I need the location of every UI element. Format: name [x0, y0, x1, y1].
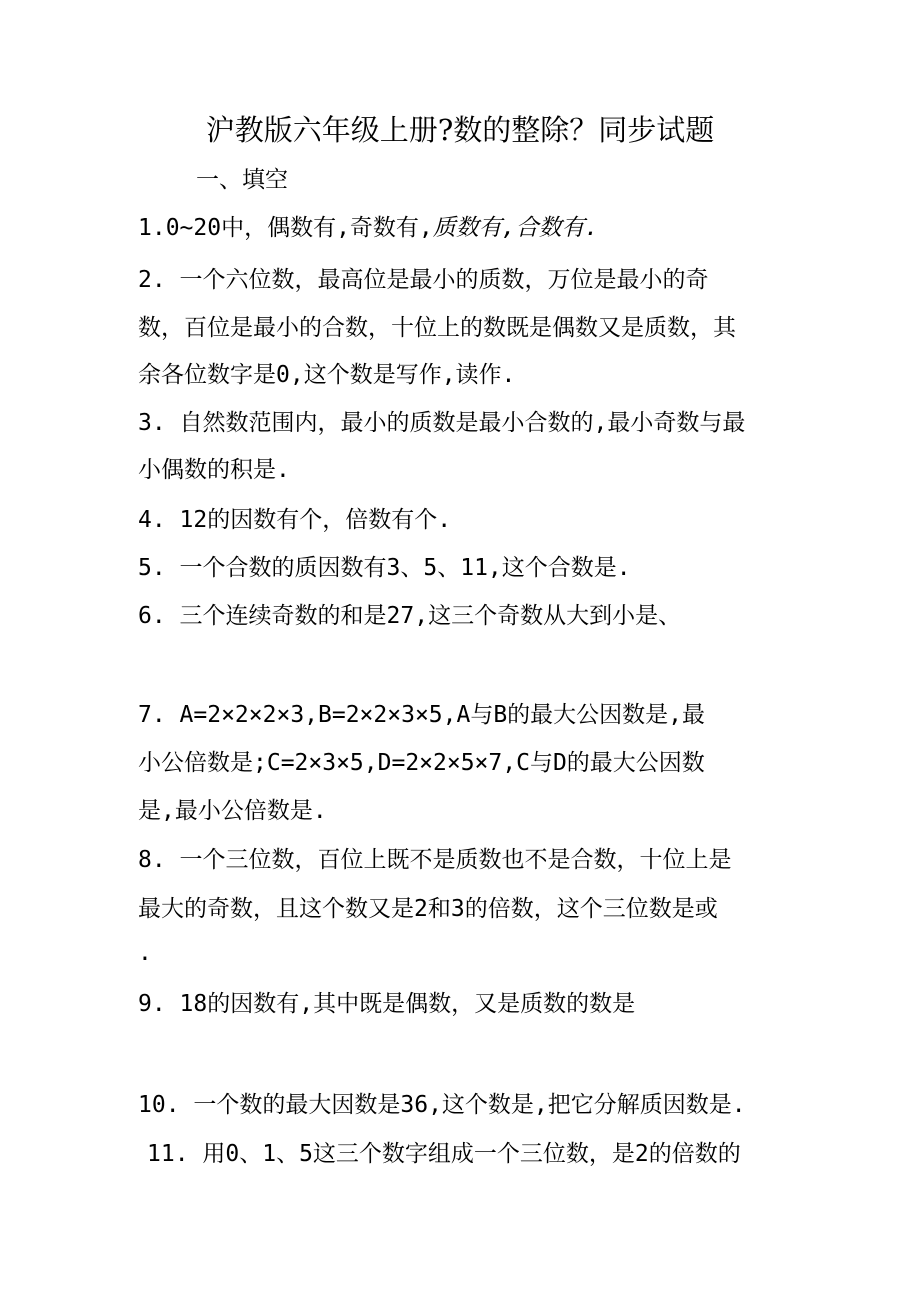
question-2-line-2: 数，百位是最小的合数，十位上的数既是偶数又是质数，其: [138, 315, 736, 341]
question-1-text-italic: 质数有,合数有.: [432, 215, 599, 241]
question-8-line-1: 8. 一个三位数，百位上既不是质数也不是合数，十位上是: [138, 847, 732, 873]
question-3-line-1: 3. 自然数范围内，最小的质数是最小合数的,最小奇数与最: [138, 410, 746, 436]
question-7-line-2: 小公倍数是;C=2×3×5,D=2×2×5×7,C与D的最大公因数: [138, 750, 705, 776]
question-5: 5. 一个合数的质因数有3、5、11,这个合数是.: [138, 555, 631, 581]
question-8-line-2: 最大的奇数，且这个数又是2和3的倍数，这个三位数是或: [138, 896, 718, 922]
question-9: 9. 18的因数有,其中既是偶数，又是质数的数是: [138, 991, 636, 1017]
question-7-line-1: 7. A=2×2×2×3,B=2×2×3×5,A与B的最大公因数是,最: [138, 702, 706, 728]
document-title: 沪教版六年级上册?数的整除？同步试题: [205, 113, 715, 147]
question-7-line-3: 是,最小公倍数是.: [138, 798, 327, 824]
question-10: 10. 一个数的最大因数是36,这个数是,把它分解质因数是.: [138, 1092, 746, 1118]
question-11: 11. 用0、1、5这三个数字组成一个三位数，是2的倍数的: [147, 1141, 741, 1167]
question-3-line-2: 小偶数的积是.: [138, 457, 290, 483]
question-8-line-3: .: [138, 940, 152, 966]
question-2-line-3: 余各位数字是0,这个数是写作,读作.: [138, 362, 516, 388]
question-6: 6. 三个连续奇数的和是27,这三个奇数从大到小是、: [138, 603, 682, 629]
question-2-line-1: 2. 一个六位数，最高位是最小的质数，万位是最小的奇: [138, 267, 709, 293]
question-4: 4. 12的因数有个，倍数有个.: [138, 507, 452, 533]
section-heading-fill-in: 一、填空: [196, 167, 288, 193]
question-1-text: 1.0~20中，偶数有,奇数有,: [138, 215, 433, 241]
question-1: [138, 210, 598, 246]
